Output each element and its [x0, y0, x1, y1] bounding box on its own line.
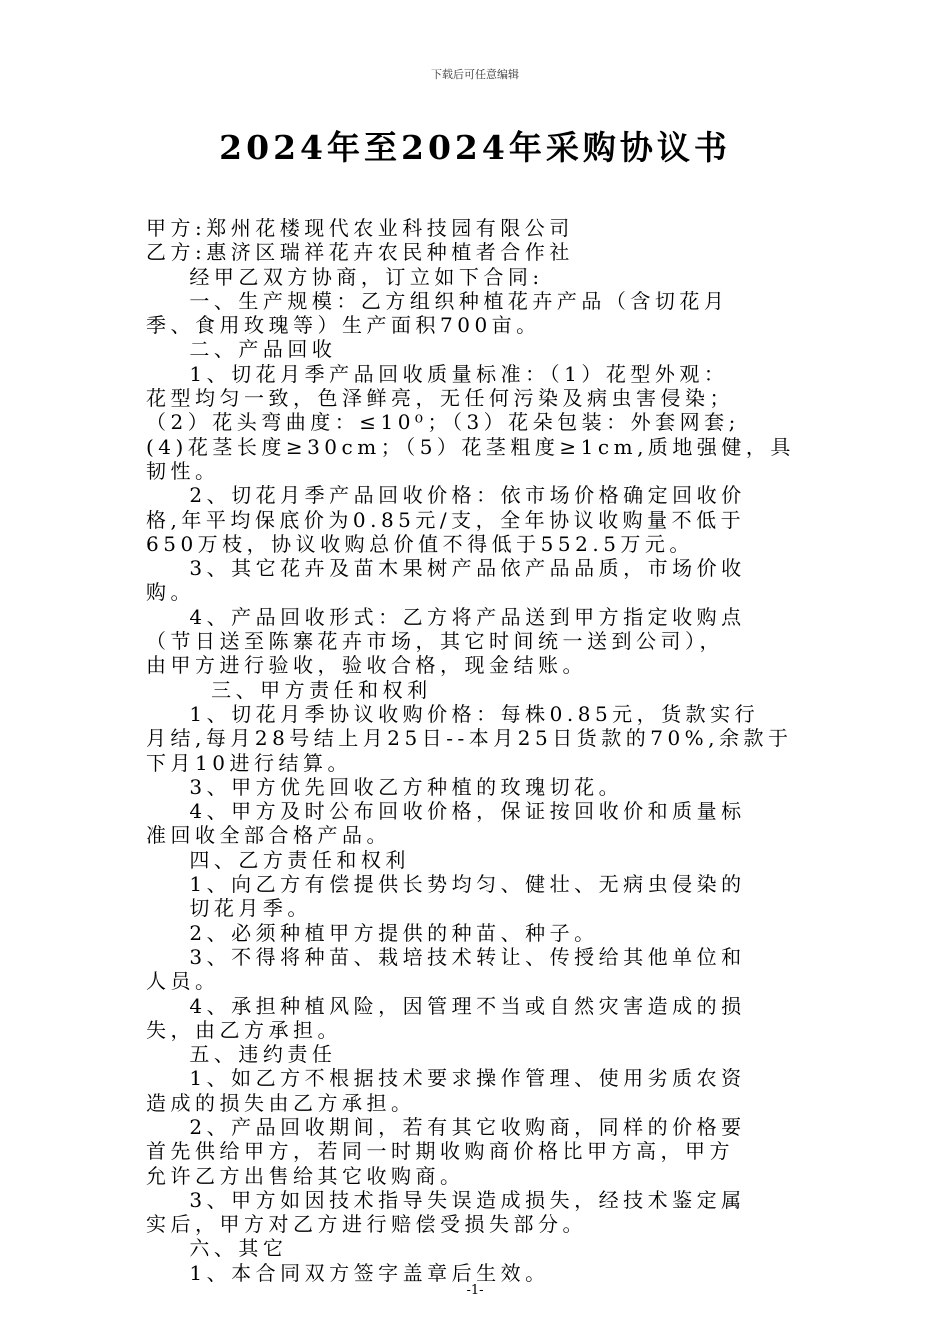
body-line: 切花月季。 — [146, 896, 312, 921]
body-line: 三、甲方责任和权利 — [146, 677, 432, 702]
body-line: 3、其它花卉及苗木果树产品依产品品质，市场价收 — [146, 556, 746, 581]
body-line: 2、产品回收期间，若有其它收购商，同样的价格要 — [146, 1114, 746, 1139]
body-line: 韧性。 — [146, 458, 220, 483]
body-line: 造成的损失由乙方承担。 — [146, 1090, 416, 1115]
page-number: -1- — [466, 1283, 484, 1298]
body-line: 1、切花月季产品回收质量标准：（1）花型外观： — [146, 361, 729, 386]
body-line: 下月10进行结算。 — [146, 750, 352, 775]
body-line: 乙方:惠济区瑞祥花卉农民种植者合作社 — [146, 240, 574, 265]
body-line: 实后，甲方对乙方进行赔偿受损失部分。 — [146, 1212, 587, 1237]
body-line: 3、不得将种苗、栽培技术转让、传授给其他单位和 — [146, 944, 746, 969]
body-line: 二、产品回收 — [146, 337, 337, 362]
body-line: 4、甲方及时公布回收价格，保证按回收价和质量标 — [146, 799, 746, 824]
body-line: 允许乙方出售给其它收购商。 — [146, 1163, 465, 1188]
body-line: 1、向乙方有偿提供长势均匀、健壮、无病虫侵染的 — [146, 872, 746, 897]
body-line: 失，由乙方承担。 — [146, 1017, 342, 1042]
body-line: （节日送至陈寨花卉市场，其它时间统一送到公司）， — [146, 629, 724, 654]
body-line: 人员。 — [146, 969, 220, 994]
body-line: 花型均匀一致，色泽鲜亮，无任何污染及病虫害侵染； — [146, 386, 734, 411]
body-line: 购。 — [146, 580, 195, 605]
body-line: 首先供给甲方，若同一时期收购商价格比甲方高，甲方 — [146, 1139, 734, 1164]
document-title: 2024年至2024年采购协议书 — [219, 128, 731, 167]
body-line: 2、切花月季产品回收价格：依市场价格确定回收价 — [146, 483, 746, 508]
body-line: 由甲方进行验收，验收合格，现金结账。 — [146, 653, 587, 678]
body-line: 一、生产规模：乙方组织种植花卉产品（含切花月 — [146, 288, 729, 313]
body-line: 650万枝，协议收购总价值不得低于552.5万元。 — [146, 531, 694, 556]
body-line: (4)花茎长度≥30cm；（5）花茎粗度≥1cm,质地强健，具 — [146, 434, 795, 459]
body-line: 五、违约责任 — [146, 1042, 337, 1067]
document-body — [146, 216, 870, 1285]
body-line: 格,年平均保底价为0.85元/支，全年协议收购量不低于 — [146, 507, 746, 532]
body-line: 3、甲方如因技术指导失误造成损失，经技术鉴定属 — [146, 1187, 746, 1212]
body-line: 经甲乙双方协商，订立如下合同: — [146, 264, 544, 289]
body-line: 季、食用玫瑰等）生产面积700亩。 — [146, 313, 541, 338]
body-line: 1、如乙方不根据技术要求操作管理、使用劣质农资 — [146, 1066, 746, 1091]
header-note: 下载后可任意编辑 — [431, 68, 519, 81]
body-line: 1、本合同双方签字盖章后生效。 — [146, 1260, 550, 1285]
body-line: 六、其它 — [146, 1236, 288, 1261]
body-line: 3、甲方优先回收乙方种植的玫瑰切花。 — [146, 774, 624, 799]
body-line: 4、承担种植风险，因管理不当或自然灾害造成的损 — [146, 993, 746, 1018]
body-line: 1、切花月季协议收购价格：每株0.85元，货款实行 — [146, 701, 760, 726]
body-line: 甲方:郑州花楼现代农业科技园有限公司 — [146, 216, 574, 240]
body-line: 2、必须种植甲方提供的种苗、种子。 — [146, 920, 599, 945]
body-line: 准回收全部合格产品。 — [146, 823, 391, 848]
body-line: 月结,每月28号结上月25日--本月25日货款的70%,余款于 — [146, 726, 793, 751]
body-line: 四、乙方责任和权利 — [146, 847, 410, 872]
body-line: （2）花头弯曲度：≤10⁰；（3）花朵包装：外套网套; — [146, 410, 740, 435]
body-line: 4、产品回收形式：乙方将产品送到甲方指定收购点 — [146, 604, 746, 629]
